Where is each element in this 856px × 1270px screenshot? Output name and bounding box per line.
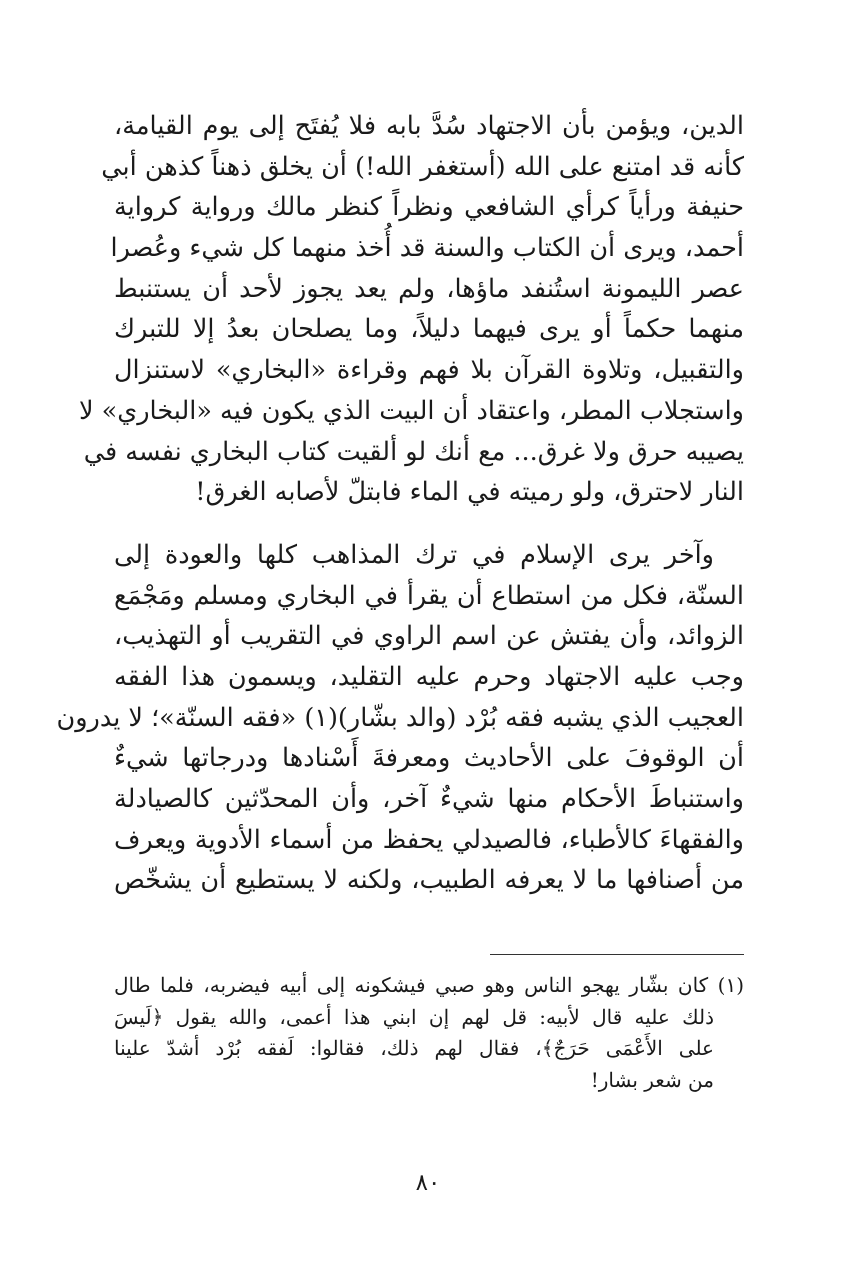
footnote xyxy=(114,970,744,1096)
main-text xyxy=(56,106,744,901)
text-line: وجب عليه الاجتهاد وحرم عليه التقليد، ويسمون هذا الفقه xyxy=(114,661,744,692)
text-line: كأنه قد امتنع على الله (أستغفر الله!) أن يخلق ذهناً كذهن أبي xyxy=(101,151,744,182)
footnote-divider xyxy=(490,954,744,955)
text-line: والتقبيل، وتلاوة القرآن بلا فهم وقراءة «البخاري» لاستنزال xyxy=(114,355,744,386)
text-line: وآخر يرى الإسلام في ترك المذاهب كلها والعودة إلى xyxy=(114,539,714,570)
text-line: أن الوقوفَ على الأحاديث ومعرفةَ أَسْنادها ودرجاتها شيءٌ xyxy=(114,743,744,774)
paragraph-2 xyxy=(56,535,744,901)
text-line: واستنباطَ الأحكام منها شيءٌ آخر، وأن المحدّثين كالصيادلة xyxy=(114,784,744,814)
text-line: العجيب الذي يشبه فقه بُرْد (والد بشّار)(١) «فقه السنّة»؛ لا يدرون xyxy=(56,702,744,733)
text-line: من أصنافها ما لا يعرفه الطبيب، ولكنه لا يستطيع أن يشخّص xyxy=(114,865,744,896)
text-line: النار لاحترق، ولو رميته في الماء فابتلّ لأصابه الغرق! xyxy=(195,477,744,508)
text-line: يصيبه حرق ولا غرق... مع أنك لو ألقيت كتاب البخاري نفسه في xyxy=(83,436,744,467)
paragraph-1 xyxy=(79,106,744,513)
page-number: ٨٠ xyxy=(415,1170,441,1196)
text-line: حنيفة ورأياً كرأي الشافعي ونظراً كنظر مالك ورواية كرواية xyxy=(114,192,744,223)
footnote-line: ذلك عليه قال لأبيه: قل لهم إن ابني هذا أعمى، والله يقول ﴿لَيسَ xyxy=(114,1004,714,1029)
text-line: الزوائد، وأن يفتش عن اسم الراوي في التقريب أو التهذيب، xyxy=(114,621,744,652)
footnote-line: (١) كان بشّار يهجو الناس وهو صبي فيشكونه إلى أبيه فيضربه، فلما طال xyxy=(114,973,744,997)
footnote-line: على الأَعْمَى حَرَجٌ﴾، فقال لهم ذلك، فقالوا: لَفقه بُرْد أشدّ علينا xyxy=(114,1036,714,1060)
text-line: الدين، ويؤمن بأن الاجتهاد سُدَّ بابه فلا يُفتَح إلى يوم القيامة، xyxy=(114,111,744,141)
text-line: واستجلاب المطر، واعتقاد أن البيت الذي يكون فيه «البخاري» لا xyxy=(79,395,744,426)
footnote-line: من شعر بشار! xyxy=(590,1067,714,1092)
text-line: عصر الليمونة استُنفد ماؤها، ولم يعد يجوز لأحد أن يستنبط xyxy=(114,273,744,304)
text-line: والفقهاءَ كالأطباء، فالصيدلي يحفظ من أسماء الأدوية ويعرف xyxy=(114,824,744,855)
text-line: أحمد، ويرى أن الكتاب والسنة قد أُخذ منهما كل شيء وعُصرا xyxy=(110,233,744,264)
paragraph-gap xyxy=(114,513,744,535)
text-line: منهما حكماً أو يرى فيهما دليلاً، وما يصلحان بعدُ إلا للتبرك xyxy=(114,314,744,345)
text-line: السنّة، فكل من استطاع أن يقرأ في البخاري ومسلم ومَجْمَع xyxy=(114,580,744,611)
